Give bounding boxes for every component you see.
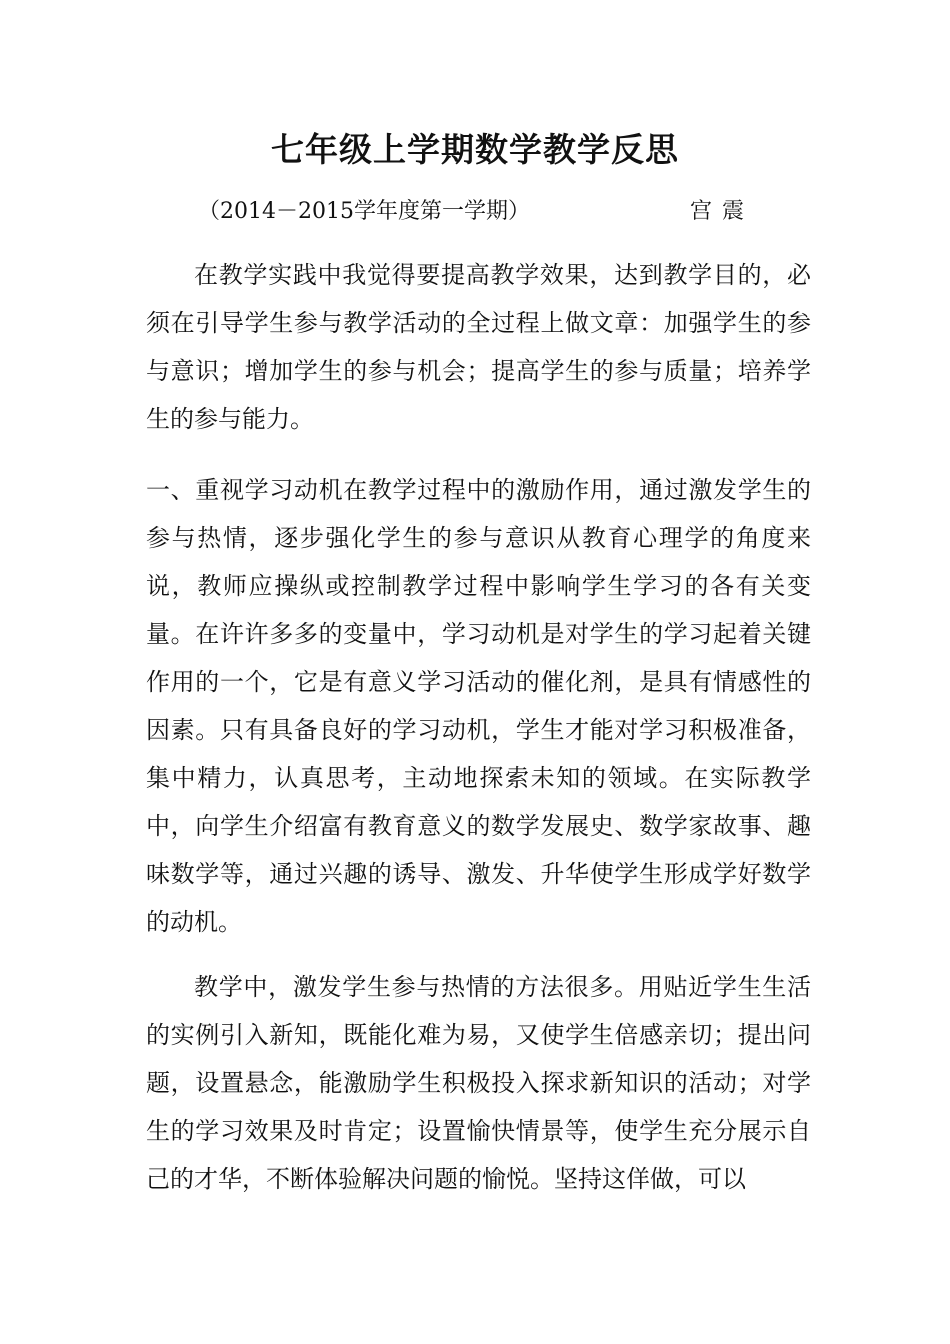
author-name: 宫震 [690,199,755,224]
document-subtitle-line [198,196,818,228]
paragraph-text: 在教学实践中我觉得要提高教学效果，达到教学目的，必须在引导学生参与教学活动的全过程上做文章：加强学生的参与意识；增加学生的参与机会；提高学生的参与质量；培养学生的参与能力。 [146,261,811,433]
paragraph-text: 教学中，激发学生参与热情的方法很多。用贴近学生生活的实例引入新知，既能化难为易，又使学生倍感亲切；提出问题，设置悬念，能激励学生积极投入探求新知识的活动；对学生的学习效果及时肯定；设置愉快情景等，使学生充分展示自己的才华，不断体验解决问题的愉悦。坚持这佯做，可以 [146,973,811,1193]
paragraph-text: 一、重视学习动机在教学过程中的激励作用，通过激发学生的参与热情，逐步强化学生的参与意识从教育心理学的角度来说，教师应操纵或控制教学过程中影响学生学习的各有关变量。在许许多多的变量中，学习动机是对学生的学习起着关键作用的一个，它是有意义学习活动的催化剂，是具有情感性的因素。只有具备良好的学习动机，学生才能对学习积极准备，集中精力，认真思考，主动地探索未知的领域。在实际教学中，向学生介绍富有教育意义的数学发展史、数学家故事、趣味数学等，通过兴趣的诱导、激发、升华使学生形成学好数学的动机。 [146,476,811,936]
semester-label: （2014－2015学年度第一学期） [198,199,530,224]
paragraph-section-one [146,466,811,946]
document-title: 七年级上学期数学教学反思 [271,130,679,169]
paragraph-methods [146,963,811,1203]
paragraph-intro [146,251,811,443]
